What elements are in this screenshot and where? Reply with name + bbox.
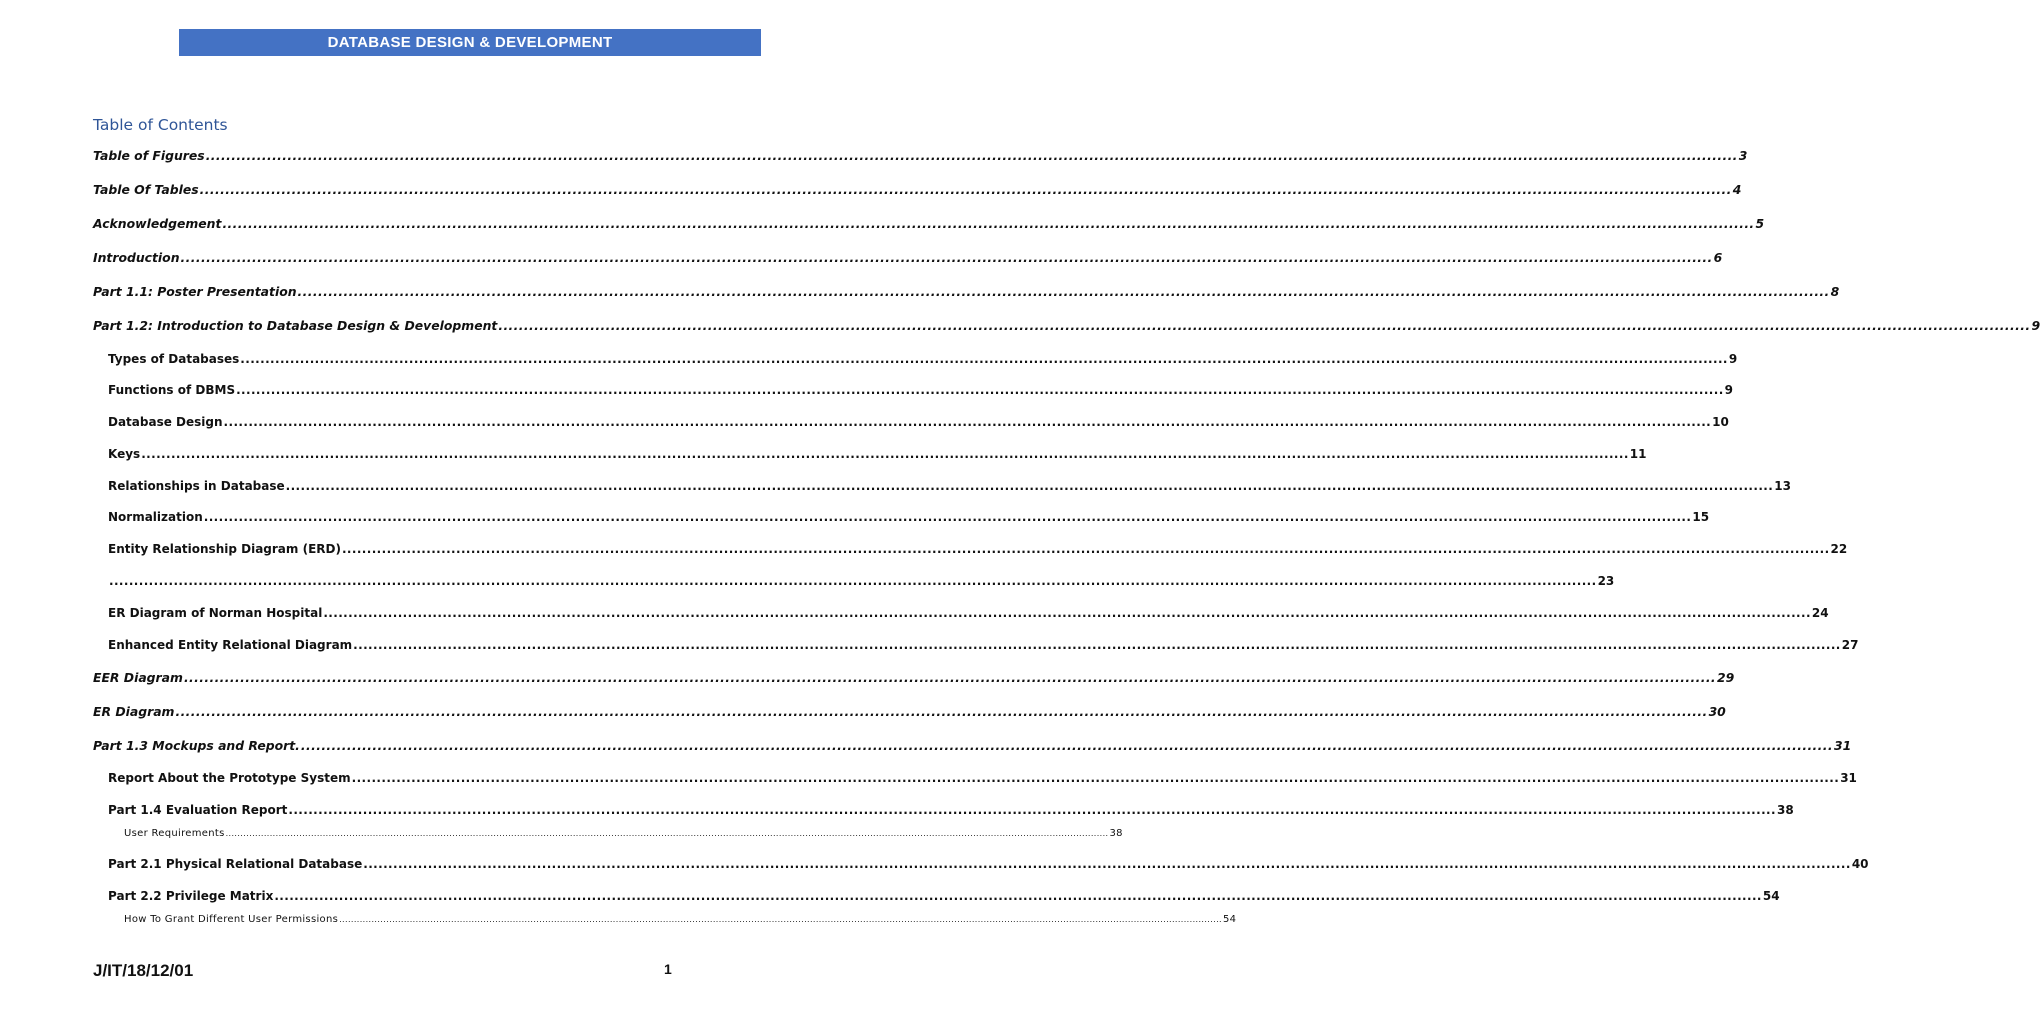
dot-leader: ............................................................................................................................................................................................................................................................................................................ (240, 352, 1728, 366)
toc-entry-label: Database Design (108, 415, 223, 429)
toc-entry-table-of-figures[interactable] (93, 148, 1748, 163)
toc-entry-untitled[interactable] (108, 574, 1615, 588)
toc-entry-label: Part 1.3 Mockups and Report. (93, 738, 300, 753)
toc-entry-label: Keys (108, 447, 141, 461)
toc-entry-label: How To Grant Different User Permissions (124, 914, 339, 925)
dot-leader: ............................................................................................................................................................................................................................................................................................................ (205, 148, 1738, 163)
dot-leader: ............................................................................................................................................................................................................................................................................................................ (353, 638, 1841, 652)
dot-leader: ............................................................................................................................................................................................................................................................................................................ (225, 829, 1109, 838)
toc-entry-user-requirements[interactable] (124, 828, 1123, 839)
toc-entry-normalization[interactable] (108, 510, 1710, 524)
toc-entry-database-design[interactable] (108, 415, 1729, 429)
dot-leader: ............................................................................................................................................................................................................................................................................................................ (339, 915, 1222, 924)
toc-entry-label: Part 1.2: Introduction to Database Design & Development (93, 318, 498, 333)
toc-entry-page: 29 (1717, 670, 1735, 685)
toc-entry-er-diagram[interactable] (93, 704, 1726, 719)
toc-entry-page: 27 (1841, 638, 1859, 652)
toc-entry-relationships[interactable] (108, 479, 1791, 493)
toc-entry-mockups-report[interactable] (93, 738, 1852, 753)
dot-leader: ............................................................................................................................................................................................................................................................................................................ (203, 510, 1692, 524)
dot-leader: ............................................................................................................................................................................................................................................................................................................ (183, 670, 1717, 685)
toc-entry-page: 4 (1732, 182, 1742, 197)
toc-entry-page: 38 (1776, 803, 1794, 817)
toc-entry-page: 31 (1840, 771, 1857, 785)
toc-entry-page: 11 (1629, 447, 1647, 461)
toc-entry-page: 6 (1713, 250, 1723, 265)
toc-entry-functions-of-dbms[interactable] (108, 383, 1734, 397)
toc-entry-label: Part 2.2 Privilege Matrix (108, 889, 274, 903)
dot-leader: ............................................................................................................................................................................................................................................................................................................ (274, 889, 1762, 903)
dot-leader: ............................................................................................................................................................................................................................................................................................................ (109, 574, 1597, 588)
toc-entry-label: Table of Figures (93, 148, 205, 163)
toc-entry-privilege-matrix[interactable] (108, 889, 1780, 903)
toc-entry-page: 13 (1774, 479, 1791, 493)
toc-entry-label: Part 1.1: Poster Presentation (93, 284, 297, 299)
dot-leader: ............................................................................................................................................................................................................................................................................................................ (341, 542, 1830, 556)
toc-entry-page: 54 (1223, 914, 1237, 925)
toc-entry-page: 38 (1109, 828, 1123, 839)
toc-entry-label: Functions of DBMS (108, 383, 236, 397)
toc-entry-page: 9 (1728, 352, 1738, 366)
toc-entry-page: 15 (1692, 510, 1710, 524)
dot-leader: ............................................................................................................................................................................................................................................................................................................ (285, 479, 1774, 493)
toc-entry-erd[interactable] (108, 542, 1848, 556)
toc-entry-types-of-databases[interactable] (108, 352, 1738, 366)
dot-leader: ............................................................................................................................................................................................................................................................................................................ (351, 771, 1840, 785)
toc-entry-table-of-tables[interactable] (93, 182, 1742, 197)
toc-entry-poster-presentation[interactable] (93, 284, 1840, 299)
toc-entry-introduction[interactable] (93, 250, 1723, 265)
toc-entry-eer-diagram[interactable] (93, 670, 1735, 685)
toc-entry-label: Introduction (93, 250, 180, 265)
dot-leader: ............................................................................................................................................................................................................................................................................................................ (199, 182, 1732, 197)
toc-entry-label: Enhanced Entity Relational Diagram (108, 638, 353, 652)
toc-entry-page: 9 (2031, 318, 2040, 333)
toc-entry-label: Table Of Tables (93, 182, 199, 197)
toc-entry-page: 10 (1712, 415, 1729, 429)
toc-title: Table of Contents (93, 116, 228, 134)
toc-entry-page: 40 (1851, 857, 1869, 871)
toc-entry-label: ER Diagram (93, 704, 175, 719)
toc-entry-evaluation-report[interactable] (108, 803, 1794, 817)
footer-page-number: 1 (664, 961, 672, 977)
toc-entry-keys[interactable] (108, 447, 1647, 461)
dot-leader: ............................................................................................................................................................................................................................................................................................................ (288, 803, 1776, 817)
footer-document-code: J/IT/18/12/01 (93, 961, 194, 980)
dot-leader: ............................................................................................................................................................................................................................................................................................................ (222, 216, 1755, 231)
toc-entry-label: Part 2.1 Physical Relational Database (108, 857, 363, 871)
toc-entry-acknowledgement[interactable] (93, 216, 1765, 231)
toc-entry-page: 24 (1811, 606, 1829, 620)
toc-entry-er-norman-hospital[interactable] (108, 606, 1829, 620)
toc-entry-label: User Requirements (124, 828, 225, 839)
toc-entry-page: 54 (1762, 889, 1780, 903)
header-title: DATABASE DESIGN & DEVELOPMENT (327, 34, 613, 51)
dot-leader: ............................................................................................................................................................................................................................................................................................................ (236, 383, 1724, 397)
toc-entry-page: 23 (1597, 574, 1615, 588)
dot-leader: ............................................................................................................................................................................................................................................................................................................ (300, 738, 1833, 753)
toc-entry-page: 22 (1830, 542, 1848, 556)
dot-leader: ............................................................................................................................................................................................................................................................................................................ (141, 447, 1629, 461)
toc-entry-grant-permissions[interactable] (124, 914, 1237, 925)
toc-entry-page: 30 (1708, 704, 1726, 719)
toc-entry-label: ER Diagram of Norman Hospital (108, 606, 323, 620)
toc-entry-enhanced-erd[interactable] (108, 638, 1859, 652)
toc-entry-label: Normalization (108, 510, 203, 524)
dot-leader: ............................................................................................................................................................................................................................................................................................................ (175, 704, 1708, 719)
header-bar (179, 29, 761, 56)
toc-entry-page: 8 (1830, 284, 1840, 299)
toc-entry-label: Part 1.4 Evaluation Report (108, 803, 288, 817)
dot-leader: ............................................................................................................................................................................................................................................................................................................ (223, 415, 1712, 429)
toc-entry-prototype-report[interactable] (108, 771, 1857, 785)
toc-entry-page: 5 (1755, 216, 1765, 231)
toc-entry-label: Types of Databases (108, 352, 240, 366)
toc-entry-page: 31 (1833, 738, 1852, 753)
toc-entry-label: Report About the Prototype System (108, 771, 351, 785)
toc-entry-label: Entity Relationship Diagram (ERD) (108, 542, 341, 556)
toc-entry-label: EER Diagram (93, 670, 183, 685)
toc-entry-intro-db-design[interactable] (93, 318, 2040, 333)
dot-leader: ............................................................................................................................................................................................................................................................................................................ (363, 857, 1851, 871)
toc-entry-label: Relationships in Database (108, 479, 285, 493)
dot-leader: ............................................................................................................................................................................................................................................................................................................ (297, 284, 1830, 299)
toc-entry-label: Acknowledgement (93, 216, 222, 231)
dot-leader: ............................................................................................................................................................................................................................................................................................................ (323, 606, 1811, 620)
toc-entry-page: 9 (1724, 383, 1734, 397)
dot-leader: ............................................................................................................................................................................................................................................................................................................ (180, 250, 1713, 265)
toc-entry-physical-relational-db[interactable] (108, 857, 1869, 871)
toc-entry-page: 3 (1738, 148, 1748, 163)
dot-leader: ............................................................................................................................................................................................................................................................................................................ (498, 318, 2031, 333)
